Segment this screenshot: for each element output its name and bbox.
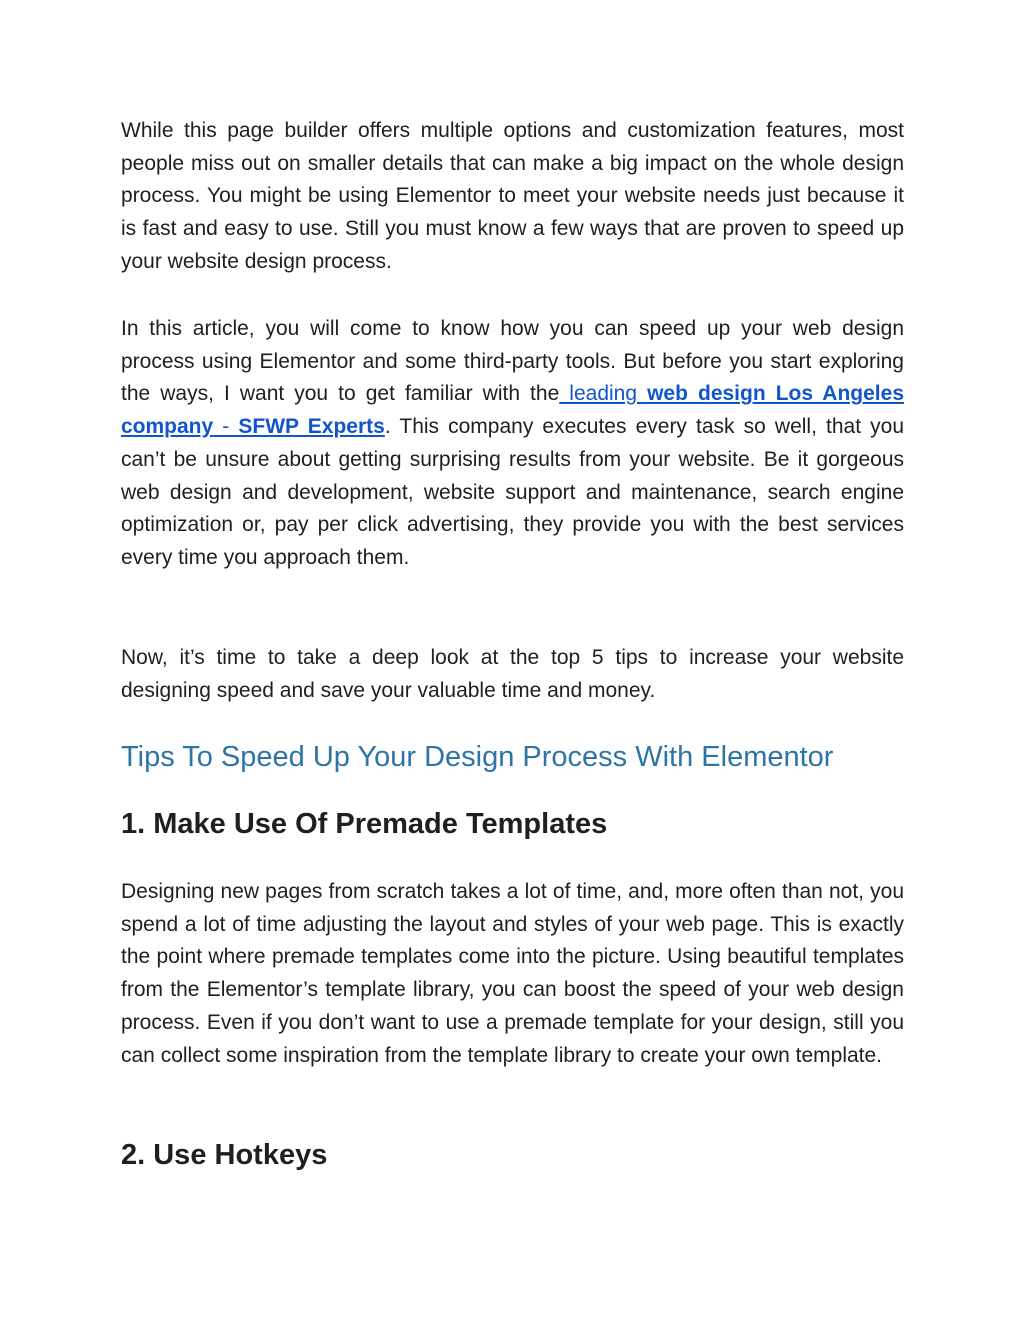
web-design-link[interactable]: web d xyxy=(647,382,711,406)
web-design-link-cont[interactable]: esign Los Angeles company xyxy=(121,382,904,439)
sfwp-experts-link[interactable]: SFWP Experts xyxy=(238,415,385,439)
article-text-after: . This company executes every task so well, that you can’t be unsure about getting surprising results from your website. Be it gorgeous web design and development, website support and maintenance, search engine optimization or, pay per click advertising, they provide you with the best services every time you approach them. xyxy=(121,415,904,569)
leading-link[interactable]: leading xyxy=(559,382,648,406)
article-text-before: In this article, you will come to know how you can speed up your web design process using Elementor and some third-party tools. But before you start exploring the ways, I want you to get familiar with the xyxy=(121,317,904,406)
intro-paragraph: While this page builder offers multiple options and customization features, most people miss out on smaller details that can make a big impact on the whole design process. You might be using Elementor to meet your website needs just because it is fast and easy to use. Still you must know a few ways that are proven to speed up your website design process. xyxy=(121,119,904,273)
tip-1-heading: 1. Make Use Of Premade Templates xyxy=(121,808,608,840)
section-heading: Tips To Speed Up Your Design Process With Elementor xyxy=(121,741,834,773)
link-dash[interactable]: - xyxy=(213,415,239,439)
tip-1-paragraph: Designing new pages from scratch takes a lot of time, and, more often than not, you spend a lot of time adjusting the layout and styles of your web page. This is exactly the point where premade templates come into the picture. Using beautiful templates from the Elementor’s template library, you can boost the speed of your web design process. Even if you don’t want to use a premade template for your design, still you can collect some inspiration from the template library to create your own template. xyxy=(121,880,904,1067)
tip-2-heading: 2. Use Hotkeys xyxy=(121,1139,328,1171)
transition-paragraph: Now, it’s time to take a deep look at the top 5 tips to increase your website designing speed and save your valuable time and money. xyxy=(121,646,904,702)
article-paragraph xyxy=(121,313,904,575)
